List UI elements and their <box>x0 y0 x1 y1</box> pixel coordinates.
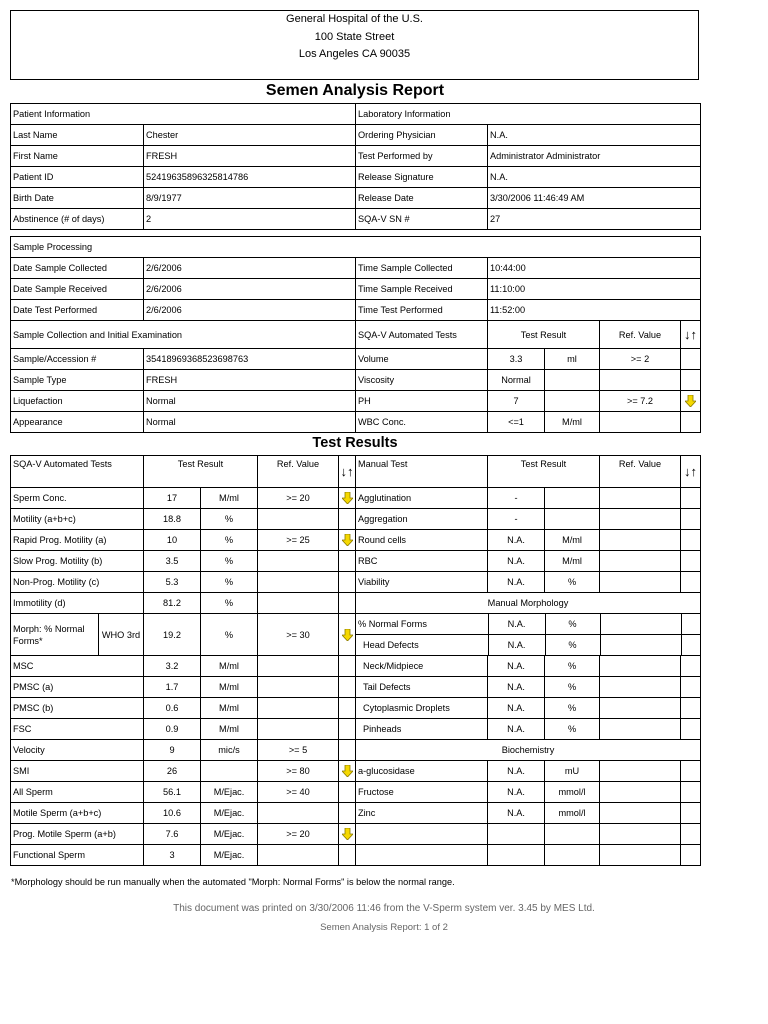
exam-value: 35418969368523698763 <box>144 349 356 370</box>
auto-test-result: 17 <box>144 488 201 509</box>
down-arrow-icon <box>342 629 353 641</box>
patient-field-value: 8/9/1977 <box>144 188 356 209</box>
auto-test-result: 3 <box>144 845 201 866</box>
processing-value: 2/6/2006 <box>144 300 356 321</box>
auto-test-name: Slow Prog. Motility (b) <box>11 551 144 572</box>
auto-test-name: Rapid Prog. Motility (a) <box>11 530 144 551</box>
auto-test-unit <box>545 391 600 412</box>
processing-row <box>11 300 701 321</box>
lab-field-value: N.A. <box>488 125 701 146</box>
auto-test-result: 0.9 <box>144 719 201 740</box>
auto-test-ref <box>258 572 339 593</box>
lab-field-value: N.A. <box>488 167 701 188</box>
auto-test-ref: >= 7.2 <box>600 391 681 412</box>
manual-test-result: - <box>488 509 545 530</box>
sample-processing-table <box>10 236 701 433</box>
exam-value: Normal <box>144 412 356 433</box>
auto-test-unit <box>201 761 258 782</box>
auto-test-result: 81.2 <box>144 593 201 614</box>
auto-test-result: <=1 <box>488 412 545 433</box>
auto-test-result: 26 <box>144 761 201 782</box>
flag-cell <box>339 593 356 614</box>
auto-test-unit: M/ml <box>201 656 258 677</box>
processing-row <box>11 258 701 279</box>
manual-test-result: N.A. <box>488 698 545 719</box>
manual-test-result: N.A. <box>488 572 545 593</box>
flag-cell <box>339 677 356 698</box>
flag-cell <box>339 698 356 719</box>
manual-ref-cell <box>600 656 681 677</box>
manual-test-unit: % <box>545 719 600 740</box>
result-heading: Test Result <box>488 321 600 349</box>
auto-test-result: 3.5 <box>144 551 201 572</box>
auto-test-unit: M/ml <box>201 719 258 740</box>
result-row <box>11 761 701 782</box>
flag-cell <box>339 572 356 593</box>
auto-test-result: 10.6 <box>144 803 201 824</box>
result-row <box>11 698 701 719</box>
patient-row <box>11 146 701 167</box>
manual-test-name <box>356 824 488 845</box>
manual-test-unit <box>545 488 600 509</box>
report-title: Semen Analysis Report <box>265 82 445 99</box>
page-note: Semen Analysis Report: 1 of 2 <box>320 922 448 933</box>
flag-cell <box>339 719 356 740</box>
manual-ref-cell <box>600 803 681 824</box>
manual-section-heading: Manual Morphology <box>356 593 701 614</box>
auto-test-name: PH <box>356 391 488 412</box>
processing-label: Date Test Performed <box>11 300 144 321</box>
result-row <box>11 719 701 740</box>
manual-flag-cell <box>681 803 701 824</box>
manual-test-unit <box>545 845 600 866</box>
auto-test-unit: % <box>201 509 258 530</box>
manual-flag-cell <box>681 551 701 572</box>
result-row <box>11 572 701 593</box>
manual-test-unit <box>545 824 600 845</box>
processing-row <box>11 279 701 300</box>
test-results-table <box>10 455 701 866</box>
flag-cell <box>681 391 701 412</box>
flag-cell <box>339 551 356 572</box>
patient-row <box>11 188 701 209</box>
manual-test-result: N.A. <box>488 635 545 656</box>
auto-test-ref <box>258 845 339 866</box>
auto-test-name: Immotility (d) <box>11 593 144 614</box>
processing-value: 2/6/2006 <box>144 258 356 279</box>
auto-test-result: Normal <box>488 370 545 391</box>
exam-row <box>11 412 701 433</box>
manual-result-heading: Test Result <box>488 456 600 488</box>
manual-test-name: Aggregation <box>356 509 488 530</box>
manual-ref-cell <box>600 845 681 866</box>
processing-time-value: 11:10:00 <box>488 279 701 300</box>
manual-test-unit: % <box>545 656 600 677</box>
auto-test-name: Volume <box>356 349 488 370</box>
auto-test-unit: M/ml <box>201 677 258 698</box>
auto-test-ref: >= 80 <box>258 761 339 782</box>
manual-test-name: Zinc <box>356 803 488 824</box>
result-row <box>11 656 701 677</box>
result-row <box>11 509 701 530</box>
manual-test-result: N.A. <box>488 803 545 824</box>
manual-test-unit: mmol/l <box>545 782 600 803</box>
auto-test-unit: M/Ejac. <box>201 824 258 845</box>
auto-test-result: 3.2 <box>144 656 201 677</box>
flag-cell <box>339 656 356 677</box>
manual-test-name: Tail Defects <box>356 677 488 698</box>
auto-test-ref <box>258 656 339 677</box>
results-auto-heading: SQA-V Automated Tests <box>11 456 144 488</box>
auto-test-ref: >= 20 <box>258 824 339 845</box>
sample-processing-heading: Sample Processing <box>11 237 701 258</box>
flag-cell <box>339 803 356 824</box>
auto-test-ref <box>600 370 681 391</box>
auto-test-result: 7.6 <box>144 824 201 845</box>
exam-label: Sample/Accession # <box>11 349 144 370</box>
auto-test-unit: % <box>201 614 258 656</box>
manual-ref-cell <box>600 824 681 845</box>
auto-test-name: Motile Sperm (a+b+c) <box>11 803 144 824</box>
patient-info-heading: Patient Information <box>11 104 356 125</box>
manual-test-unit: % <box>545 572 600 593</box>
auto-test-name: Prog. Motile Sperm (a+b) <box>11 824 144 845</box>
manual-ref-cell <box>600 719 681 740</box>
result-row <box>11 530 701 551</box>
auto-test-ref <box>258 803 339 824</box>
exam-row <box>11 349 701 370</box>
auto-test-result: 18.8 <box>144 509 201 530</box>
manual-test-result: - <box>488 488 545 509</box>
auto-test-result: 0.6 <box>144 698 201 719</box>
lab-info-heading: Laboratory Information <box>356 104 701 125</box>
auto-test-ref: >= 40 <box>258 782 339 803</box>
auto-test-name: MSC <box>11 656 144 677</box>
auto-test-unit: % <box>201 572 258 593</box>
manual-ref-cell <box>600 698 681 719</box>
exam-row <box>11 370 701 391</box>
manual-flag-cell <box>681 845 701 866</box>
hospital-city: Los Angeles CA 90035 <box>298 48 411 60</box>
manual-test-result: N.A. <box>488 761 545 782</box>
flag-cell <box>681 412 701 433</box>
auto-test-name: WBC Conc. <box>356 412 488 433</box>
auto-tests-heading: SQA-V Automated Tests <box>356 321 488 349</box>
manual-flag-cell <box>681 698 701 719</box>
manual-test-result: N.A. <box>488 551 545 572</box>
manual-test-name: Pinheads <box>356 719 488 740</box>
lab-field-value: Administrator Administrator <box>488 146 701 167</box>
auto-test-unit: % <box>201 593 258 614</box>
down-arrow-icon <box>342 765 353 777</box>
down-arrow-icon <box>342 828 353 840</box>
patient-row <box>11 125 701 146</box>
results-result-heading: Test Result <box>144 456 258 488</box>
auto-test-unit: % <box>201 530 258 551</box>
exam-label: Sample Type <box>11 370 144 391</box>
flag-cell <box>339 845 356 866</box>
manual-ref-cell <box>600 551 681 572</box>
manual-test-name: Neck/Midpiece <box>356 656 488 677</box>
manual-flag-cell <box>681 572 701 593</box>
manual-ref-cell <box>600 509 681 530</box>
auto-test-name: Morph: % Normal Forms* <box>11 614 99 656</box>
manual-sort-icon[interactable]: ↓↑ <box>681 456 701 488</box>
who-label: WHO 3rd <box>99 614 144 656</box>
flag-cell <box>339 782 356 803</box>
exam-row <box>11 391 701 412</box>
processing-time-value: 10:44:00 <box>488 258 701 279</box>
patient-field-label: Last Name <box>11 125 144 146</box>
processing-label: Date Sample Collected <box>11 258 144 279</box>
manual-test-name: a-glucosidase <box>356 761 488 782</box>
manual-test-result: N.A. <box>488 656 545 677</box>
manual-test-result: N.A. <box>488 530 545 551</box>
result-row <box>11 803 701 824</box>
manual-test-name: Fructose <box>356 782 488 803</box>
auto-test-ref: >= 25 <box>258 530 339 551</box>
manual-ref-cell <box>600 782 681 803</box>
patient-lab-table <box>10 103 701 230</box>
exam-label: Appearance <box>11 412 144 433</box>
manual-test-result <box>488 824 545 845</box>
auto-test-ref: >= 5 <box>258 740 339 761</box>
manual-test-name <box>356 845 488 866</box>
flag-cell <box>339 530 356 551</box>
auto-test-ref <box>258 677 339 698</box>
manual-flag-cell <box>681 782 701 803</box>
auto-test-result: 1.7 <box>144 677 201 698</box>
auto-test-result: 19.2 <box>144 614 201 656</box>
auto-test-name: Functional Sperm <box>11 845 144 866</box>
manual-test-unit: % <box>545 698 600 719</box>
manual-flag-cell <box>681 824 701 845</box>
flag-cell <box>339 509 356 530</box>
exam-label: Liquefaction <box>11 391 144 412</box>
auto-test-result: 3.3 <box>488 349 545 370</box>
manual-test-result: N.A. <box>488 719 545 740</box>
down-arrow-icon <box>685 395 696 407</box>
patient-field-label: Birth Date <box>11 188 144 209</box>
auto-test-ref <box>258 698 339 719</box>
auto-test-result: 5.3 <box>144 572 201 593</box>
manual-ref-cell <box>600 677 681 698</box>
manual-test-result <box>488 845 545 866</box>
result-row <box>11 488 701 509</box>
manual-test-unit: M/ml <box>545 551 600 572</box>
lab-field-value: 3/30/2006 11:46:49 AM <box>488 188 701 209</box>
manual-test-name: Viability <box>356 572 488 593</box>
patient-field-value: 2 <box>144 209 356 230</box>
auto-test-unit: M/ml <box>545 412 600 433</box>
result-row <box>11 677 701 698</box>
manual-ref-heading: Ref. Value <box>600 456 681 488</box>
auto-test-unit: M/Ejac. <box>201 803 258 824</box>
manual-test-unit: % <box>545 635 600 656</box>
patient-row <box>11 167 701 188</box>
result-row <box>11 845 701 866</box>
result-row <box>11 740 701 761</box>
manual-ref-cell <box>600 761 681 782</box>
auto-test-unit: % <box>201 551 258 572</box>
lab-field-label: Ordering Physician <box>356 125 488 146</box>
result-row <box>11 824 701 845</box>
auto-test-name: PMSC (b) <box>11 698 144 719</box>
manual-ref-cell <box>600 530 681 551</box>
patient-field-label: Abstinence (# of days) <box>11 209 144 230</box>
lab-field-value: 27 <box>488 209 701 230</box>
auto-test-name: FSC <box>11 719 144 740</box>
auto-test-ref <box>258 593 339 614</box>
collection-heading: Sample Collection and Initial Examination <box>11 321 356 349</box>
manual-ref-cell <box>600 572 681 593</box>
manual-test-result: N.A. <box>488 614 545 635</box>
manual-test-result: N.A. <box>488 677 545 698</box>
auto-test-name: SMI <box>11 761 144 782</box>
manual-flag-cell <box>681 761 701 782</box>
auto-test-ref <box>258 719 339 740</box>
flag-cell <box>339 761 356 782</box>
flag-cell <box>339 488 356 509</box>
patient-field-value: Chester <box>144 125 356 146</box>
patient-row <box>11 209 701 230</box>
result-row <box>11 551 701 572</box>
results-sort-icon[interactable]: ↓↑ <box>339 456 356 488</box>
manual-test-heading: Manual Test <box>356 456 488 488</box>
manual-section-heading: Biochemistry <box>356 740 701 761</box>
morph-split-cell <box>356 614 701 656</box>
patient-field-label: First Name <box>11 146 144 167</box>
manual-test-name: Agglutination <box>356 488 488 509</box>
auto-test-unit: ml <box>545 349 600 370</box>
manual-ref-cell <box>600 488 681 509</box>
auto-test-ref: >= 20 <box>258 488 339 509</box>
manual-test-result: N.A. <box>488 782 545 803</box>
patient-field-value: FRESH <box>144 146 356 167</box>
sort-icon[interactable]: ↓↑ <box>681 321 701 349</box>
manual-flag-cell <box>681 719 701 740</box>
manual-test-unit <box>545 509 600 530</box>
auto-test-ref: >= 30 <box>258 614 339 656</box>
auto-test-result: 10 <box>144 530 201 551</box>
auto-test-name: Sperm Conc. <box>11 488 144 509</box>
result-row <box>11 782 701 803</box>
hospital-name: General Hospital of the U.S. <box>286 13 423 25</box>
auto-test-result: 7 <box>488 391 545 412</box>
manual-test-unit: % <box>545 677 600 698</box>
auto-test-result: 56.1 <box>144 782 201 803</box>
result-row <box>11 593 701 614</box>
patient-field-value: 52419635896325814786 <box>144 167 356 188</box>
manual-flag-cell <box>681 509 701 530</box>
manual-test-name: RBC <box>356 551 488 572</box>
footnote: *Morphology should be run manually when the automated "Morph: Normal Forms" is below the normal range. <box>11 877 455 887</box>
auto-test-unit: mic/s <box>201 740 258 761</box>
auto-test-name: Velocity <box>11 740 144 761</box>
flag-cell <box>339 740 356 761</box>
manual-test-unit: M/ml <box>545 530 600 551</box>
exam-value: Normal <box>144 391 356 412</box>
auto-test-ref: >= 2 <box>600 349 681 370</box>
auto-test-ref <box>258 509 339 530</box>
auto-test-unit: M/ml <box>201 488 258 509</box>
manual-test-name: Round cells <box>356 530 488 551</box>
processing-value: 2/6/2006 <box>144 279 356 300</box>
hospital-street: 100 State Street <box>314 30 395 43</box>
ref-heading: Ref. Value <box>600 321 681 349</box>
processing-time-label: Time Test Performed <box>356 300 488 321</box>
manual-flag-cell <box>681 488 701 509</box>
manual-test-name: % Normal Forms <box>356 614 488 635</box>
auto-test-unit: M/ml <box>201 698 258 719</box>
auto-test-unit: M/Ejac. <box>201 782 258 803</box>
auto-test-unit <box>545 370 600 391</box>
test-results-title: Test Results <box>312 435 398 451</box>
hospital-header <box>10 10 699 80</box>
flag-cell <box>339 824 356 845</box>
auto-test-name: Viscosity <box>356 370 488 391</box>
manual-test-unit: % <box>545 614 600 635</box>
manual-test-name: Head Defects <box>356 635 488 656</box>
processing-label: Date Sample Received <box>11 279 144 300</box>
auto-test-result: 9 <box>144 740 201 761</box>
manual-flag-cell <box>681 530 701 551</box>
results-ref-heading: Ref. Value <box>258 456 339 488</box>
auto-test-name: Motility (a+b+c) <box>11 509 144 530</box>
auto-test-name: Non-Prog. Motility (c) <box>11 572 144 593</box>
processing-time-label: Time Sample Received <box>356 279 488 300</box>
auto-test-name: All Sperm <box>11 782 144 803</box>
lab-field-label: Release Date <box>356 188 488 209</box>
manual-flag-cell <box>681 656 701 677</box>
exam-value: FRESH <box>144 370 356 391</box>
lab-field-label: SQA-V SN # <box>356 209 488 230</box>
down-arrow-icon <box>342 534 353 546</box>
result-row <box>11 614 701 656</box>
processing-time-value: 11:52:00 <box>488 300 701 321</box>
manual-test-unit: mmol/l <box>545 803 600 824</box>
auto-test-ref <box>258 551 339 572</box>
lab-field-label: Release Signature <box>356 167 488 188</box>
flag-cell <box>339 614 356 656</box>
auto-test-unit: M/Ejac. <box>201 845 258 866</box>
flag-cell <box>681 370 701 391</box>
down-arrow-icon <box>342 492 353 504</box>
manual-test-name: Cytoplasmic Droplets <box>356 698 488 719</box>
patient-field-label: Patient ID <box>11 167 144 188</box>
manual-flag-cell <box>681 677 701 698</box>
processing-time-label: Time Sample Collected <box>356 258 488 279</box>
auto-test-name: PMSC (a) <box>11 677 144 698</box>
manual-test-unit: mU <box>545 761 600 782</box>
flag-cell <box>681 349 701 370</box>
lab-field-label: Test Performed by <box>356 146 488 167</box>
printed-note: This document was printed on 3/30/2006 11:46 from the V-Sperm system ver. 3.45 by MES Ltd. <box>173 903 595 914</box>
auto-test-ref <box>600 412 681 433</box>
